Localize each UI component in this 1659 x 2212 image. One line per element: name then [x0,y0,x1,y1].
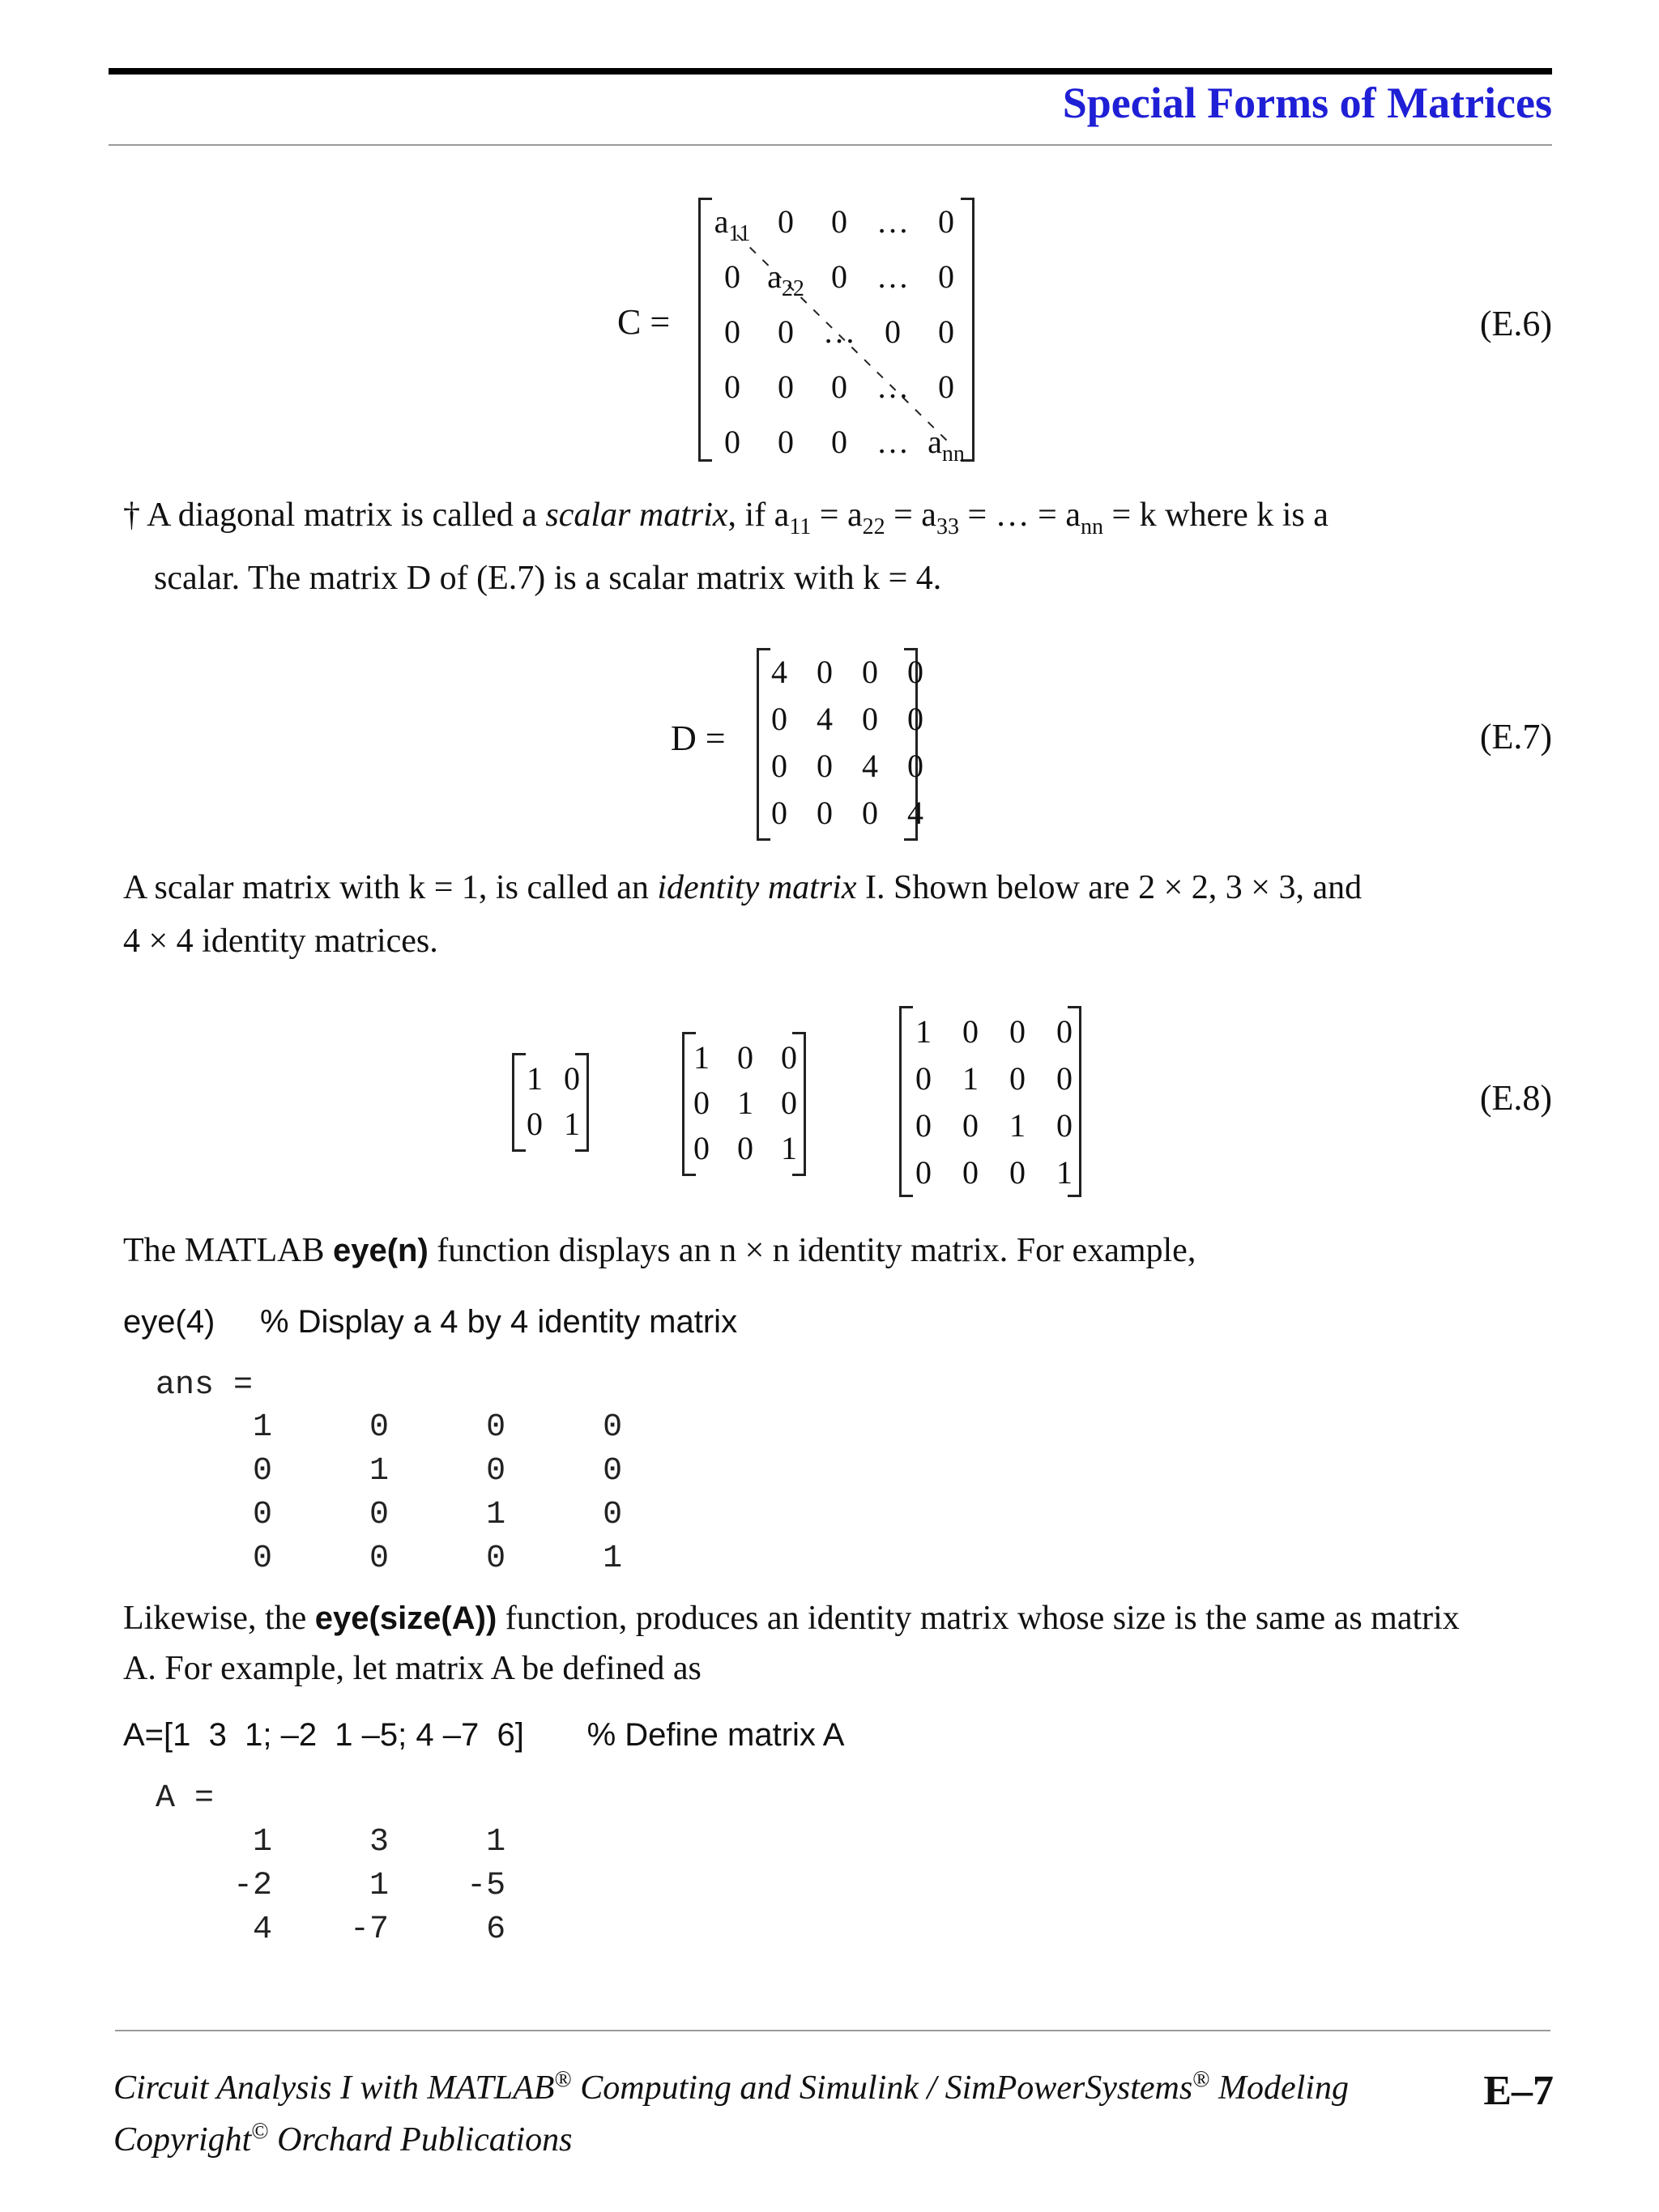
output-row: 0 0 0 1 [156,1541,623,1577]
matrix-entry: 0 [1009,1013,1026,1050]
matrix-entry: 4 [862,748,878,784]
matrix-entry: 0 [1056,1060,1073,1097]
matrix-entry: 0 [862,701,878,737]
matrix-entry: 0 [564,1060,580,1097]
matlab-output-a-label: A = [156,1780,215,1817]
matrix-entry: 0 [962,1107,979,1144]
copyright-mark: © [251,2119,269,2144]
output-row: 1 3 1 [156,1824,506,1860]
matrix-entry: 0 [862,795,878,831]
matrix-entry: 1 [564,1106,580,1142]
matrix-entry: 0 [771,748,787,784]
matrix-entry: 1 [781,1130,797,1166]
matrix-entry: 0 [938,369,954,405]
matrix-entry: 0 [817,748,833,784]
page-number: E–7 [1483,2068,1554,2114]
eye-size-paragraph-line1: Likewise, the eye(size(A)) function, produces an identity matrix whose size is the same as matrix [123,1600,1460,1637]
matrix-entry: 0 [915,1060,932,1097]
matrix-entry: 0 [771,795,787,831]
matlab-command-eye4: eye(4) % Display a 4 by 4 identity matrix [123,1304,738,1340]
matrix-entry: $a_{22}$ [767,258,804,301]
output-row: 0 0 1 0 [156,1497,623,1533]
identity-paragraph-line2: 4 × 4 identity matrices. [123,923,438,960]
matrix-entry: 4 [817,701,833,737]
matrix-entry: 0 [1009,1154,1026,1191]
matrix-entry: … [876,424,909,460]
matrix-entry: 0 [862,654,878,690]
matrix-entry: 1 [1056,1154,1073,1191]
matrix-entry: 0 [693,1130,710,1166]
matrix-entry: 0 [831,424,847,460]
matrix-entry: 0 [885,313,901,350]
matrix-entry: 1 [527,1060,543,1097]
equation-number-e7: (E.7) [1479,717,1552,757]
matrix-entry: 0 [915,1154,932,1191]
scalar-matrix-paragraph-line1: † A diagonal matrix is called a scalar matrix, if $a_{11} = a_{22} = a_{33}$ = … = $a_{nn} = k$ where k is a [123,497,1328,539]
matrix-entry: 0 [724,369,740,405]
equation-number-e8: (E.8) [1479,1078,1552,1118]
matrix-entry: 0 [831,369,847,405]
matrix-entry: 0 [724,258,740,295]
footer-copyright: Copyright© Orchard Publications [113,2119,573,2159]
eye-function-paragraph: The MATLAB eye(n) function displays an n × n identity matrix. For example, [123,1232,1196,1269]
matrix-entry: 4 [907,795,923,831]
matrix-entry: 1 [693,1039,710,1076]
header-rule [109,144,1552,146]
matrix-entry: 0 [915,1107,932,1144]
matlab-output-ans-label: ans = [156,1367,254,1404]
matrix-entry: 0 [737,1039,753,1076]
matrix-entry: 0 [938,313,954,350]
matrix-entry: 0 [737,1130,753,1166]
footer-rule [115,2030,1550,2031]
matrix-entry: 1 [962,1060,979,1097]
matrix-entry: 0 [778,203,794,240]
matrix-entry: $a_{11}$ [714,203,751,246]
matrix-entry: 0 [778,313,794,350]
output-row: 0 1 0 0 [156,1453,623,1490]
matrix-entry: 0 [817,654,833,690]
matrix-entry: … [876,203,909,240]
matrix-entry: 0 [1056,1013,1073,1050]
output-row: 4 -7 6 [156,1912,506,1948]
matrix-entry: 0 [527,1106,543,1142]
matrix-entry: 0 [724,424,740,460]
matrix-entry: … [876,258,909,295]
registered-mark: ® [1192,2067,1210,2092]
matrix-entry: 0 [938,258,954,295]
output-row: -2 1 -5 [156,1868,506,1904]
matrix-entry: 0 [962,1013,979,1050]
matrix-entry: 0 [962,1154,979,1191]
matrix-entry: 1 [1009,1107,1026,1144]
running-header-title: Special Forms of Matrices [1062,79,1552,127]
registered-mark: ® [554,2067,572,2092]
matrix-entry: … [823,313,855,350]
matrix-entry: 0 [907,654,923,690]
footer-book-title: Circuit Analysis I with MATLAB® Computing and Simulink / SimPowerSystems® Modeling [113,2067,1349,2107]
matrix-entry: 1 [915,1013,932,1050]
matrix-entry: 0 [778,424,794,460]
matrix-d-label: D = [671,718,726,758]
matrix-entry: $a_{nn}$ [928,424,965,467]
matrix-entry: 0 [1009,1060,1026,1097]
matrix-entry: … [876,369,909,405]
matrix-entry: 0 [771,701,787,737]
matlab-command-define-a: A=[1 3 1; –2 1 –5; 4 –7 6] % Define matrix A [123,1717,845,1753]
matrix-entry: 0 [781,1039,797,1076]
eye-size-paragraph-line2: A. For example, let matrix A be defined as [123,1650,702,1687]
matrix-entry: 0 [778,369,794,405]
equation-number-e6: (E.6) [1479,304,1552,343]
matrix-entry: 0 [938,203,954,240]
matrix-entry: 0 [831,258,847,295]
matrix-entry: 0 [724,313,740,350]
matrix-entry: 0 [1056,1107,1073,1144]
identity-paragraph-line1: A scalar matrix with k = 1, is called an identity matrix I. Shown below are 2 × 2, 3 × 3, and [123,869,1363,906]
matrix-c-label: C = [617,302,671,342]
matrix-entry: 1 [737,1085,753,1121]
matrix-entry: 0 [907,748,923,784]
matrix-entry: 4 [771,654,787,690]
matrix-entry: 0 [817,795,833,831]
matrix-entry: 0 [693,1085,710,1121]
matrix-entry: 0 [907,701,923,737]
matrix-entry: 0 [831,203,847,240]
matrix-entry: 0 [781,1085,797,1121]
output-row: 1 0 0 0 [156,1409,623,1446]
top-rule [109,68,1552,75]
scalar-matrix-paragraph-line2: scalar. The matrix D of (E.7) is a scalar matrix with k = 4. [154,560,942,597]
